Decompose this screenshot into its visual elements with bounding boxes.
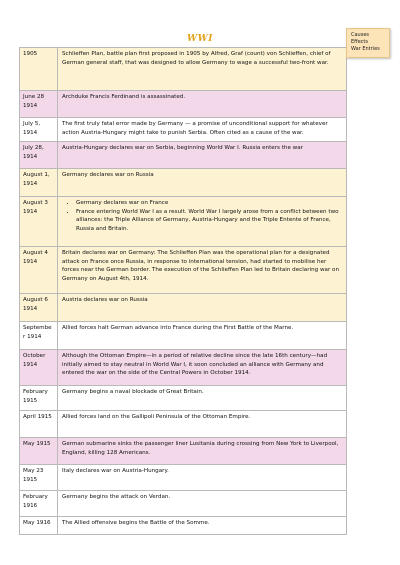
table-row — [20, 465, 347, 491]
event-cell: Schlieffen Plan, battle plan first proposed in 1905 by Alfred, Graf (count) von Schlieffen, chief of German general staff, that was designed to allow Germany to wage a successful two-front war. — [58, 48, 347, 91]
date-cell: October 1914 — [20, 350, 58, 386]
tab-war-entries[interactable]: War Entries — [351, 46, 380, 52]
date-cell: June 28 1914 — [20, 91, 58, 118]
date-cell: August 3 1914 — [20, 197, 58, 247]
page-title: WWI — [187, 34, 213, 44]
event-cell: Italy declares war on Austria-Hungary. — [58, 465, 347, 491]
event-cell: Austria declares war on Russia — [58, 294, 347, 322]
table-row — [20, 142, 347, 169]
date-cell: February 1915 — [20, 386, 58, 411]
event-cell — [58, 197, 347, 247]
date-cell: May 1916 — [20, 517, 58, 535]
table-row — [20, 247, 347, 294]
event-cell: Germany begins the attack on Verdan. — [58, 491, 347, 517]
table-row — [20, 48, 347, 91]
table-row — [20, 350, 347, 386]
date-cell: Septembe r 1914 — [20, 322, 58, 350]
table-row — [20, 118, 347, 142]
event-bullet-list — [62, 199, 344, 233]
tab-effects[interactable]: Effects — [351, 39, 368, 45]
event-cell: The first truly fatal error made by Germany — a promise of unconditional support for whatever action Austria-Hungary might take to punish Serbia. Often cited as a cause of the war. — [58, 118, 347, 142]
date-cell: July 28, 1914 — [20, 142, 58, 169]
event-bullet: • Germany declares war on France — [76, 199, 344, 208]
date-cell: 1905 — [20, 48, 58, 91]
event-cell: Germany declares war on Russia — [58, 169, 347, 197]
date-cell: May 23 1915 — [20, 465, 58, 491]
table-row — [20, 517, 347, 535]
date-cell: August 4 1914 — [20, 247, 58, 294]
event-cell: Allied forces land on the Gallipoli Peninsula of the Ottoman Empire. — [58, 411, 347, 438]
event-cell: Archduke Francis Ferdinand is assassinated. — [58, 91, 347, 118]
date-cell: April 1915 — [20, 411, 58, 438]
event-cell: German submarine sinks the passenger liner Lusitania during crossing from New York to Liverpool, England, killing 128 Americans. — [58, 438, 347, 465]
table-row — [20, 197, 347, 247]
table-row — [20, 386, 347, 411]
table-row — [20, 491, 347, 517]
date-cell: August 6 1914 — [20, 294, 58, 322]
table-row — [20, 322, 347, 350]
event-cell: Britain declares war on Germany: The Schlieffen Plan was the operational plan for a designated attack on France once Russia, in response to international tension, had started to mobilise her forces near the German border. The execution of the Schlieffen Plan led to Britain declaring war on Germany on August 4th, 1914. — [58, 247, 347, 294]
table-row — [20, 169, 347, 197]
tab-causes[interactable]: Causes — [351, 32, 370, 38]
event-cell: Germany begins a naval blockade of Great Britain. — [58, 386, 347, 411]
table-row — [20, 411, 347, 438]
event-bullet: • France entering World War I as a result. World War I largely arose from a conflict between two alliances: the Triple Alliance of Germany, Austria-Hungary and the Triple Entente of France, Russia and Britain. — [76, 208, 344, 234]
section-tab[interactable] — [346, 28, 390, 58]
event-cell: Austria-Hungary declares war on Serbia, beginning World War I. Russia enters the war — [58, 142, 347, 169]
date-cell: July 5, 1914 — [20, 118, 58, 142]
event-cell: Allied forces halt German advance into France during the First Battle of the Marne. — [58, 322, 347, 350]
timeline-table — [19, 47, 347, 535]
event-cell: The Allied offensive begins the Battle of the Somme. — [58, 517, 347, 535]
date-cell: May 1915 — [20, 438, 58, 465]
date-cell: February 1916 — [20, 491, 58, 517]
table-row — [20, 91, 347, 118]
table-row — [20, 294, 347, 322]
date-cell: August 1, 1914 — [20, 169, 58, 197]
table-row — [20, 438, 347, 465]
event-cell: Although the Ottoman Empire—in a period of relative decline since the late 16th century—had initially aimed to stay neutral in World War I, it soon concluded an alliance with Germany and entered the war on the side of the Central Powers in October 1914. — [58, 350, 347, 386]
